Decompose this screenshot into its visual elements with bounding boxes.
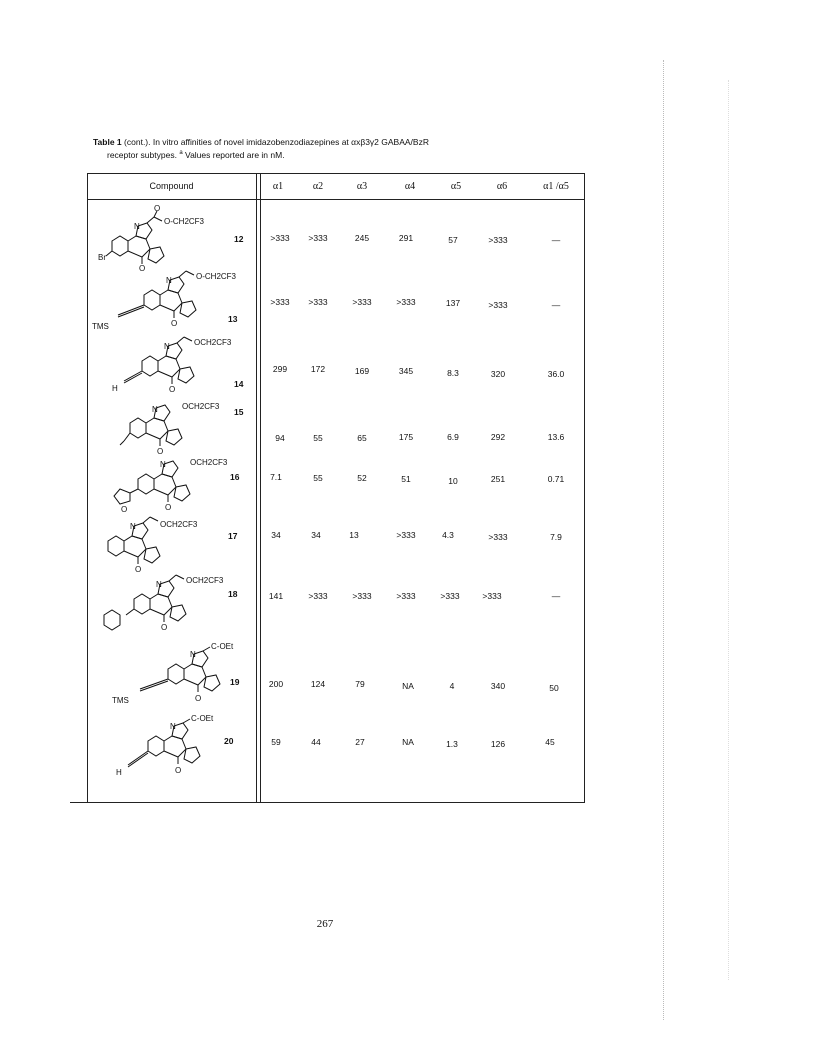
label-o: O <box>139 264 146 273</box>
label-ester: OCH2CF3 <box>194 338 232 347</box>
table-header-rule <box>87 199 584 200</box>
label-h: H <box>112 384 118 393</box>
value-alpha1: 141 <box>268 591 284 601</box>
compound-number: 14 <box>234 379 244 389</box>
label-n: N <box>170 722 176 731</box>
value-alpha1: >333 <box>270 297 290 307</box>
value-alpha4: >333 <box>396 530 416 540</box>
value-alpha6: 251 <box>490 474 506 484</box>
header-alpha2: α2 <box>312 181 324 192</box>
label-tms: TMS <box>112 696 129 705</box>
value-alpha6: >333 <box>488 300 508 310</box>
table-row <box>70 517 584 573</box>
label-ester: OCH2CF3 <box>186 576 224 585</box>
value-alpha3: 13 <box>349 530 359 540</box>
affinity-table <box>70 173 585 803</box>
value-alpha2: 55 <box>313 473 323 483</box>
header-alpha6: α6 <box>496 181 508 192</box>
value-alpha5: 1.3 <box>446 739 458 749</box>
label-o: O <box>161 623 168 632</box>
value-alpha1: 59 <box>271 737 281 747</box>
value-alpha6: >333 <box>488 235 508 245</box>
value-alpha2: >333 <box>308 233 328 243</box>
value-alpha6: >333 <box>488 532 508 542</box>
label-n: N <box>164 342 170 351</box>
value-alpha4: NA <box>402 737 414 747</box>
value-alpha4: 291 <box>398 233 414 243</box>
structure-17 <box>90 517 260 578</box>
value-alpha5: 8.3 <box>447 368 459 378</box>
value-alpha5: 57 <box>448 235 458 245</box>
table-row <box>70 575 584 641</box>
label-ester: OCH2CF3 <box>160 520 198 529</box>
caption-note-marker: a <box>179 150 183 156</box>
value-alpha5: 10 <box>448 476 458 486</box>
label-n: N <box>134 222 140 231</box>
label-br: Br <box>98 253 106 262</box>
table-row <box>70 204 584 273</box>
value-ratio: — <box>551 300 561 310</box>
value-alpha1: 94 <box>275 433 285 443</box>
value-ratio: 0.71 <box>547 474 565 484</box>
value-alpha6: 320 <box>490 369 506 379</box>
page-number: 267 <box>316 918 334 930</box>
compound-number: 19 <box>230 677 240 687</box>
value-alpha1: 299 <box>272 364 288 374</box>
value-alpha4: >333 <box>396 297 416 307</box>
value-alpha2: >333 <box>308 297 328 307</box>
label-tms: TMS <box>92 322 109 331</box>
value-alpha3: >333 <box>352 297 372 307</box>
label-n: N <box>130 522 136 531</box>
structure-14 <box>90 337 260 406</box>
table-bottom-rule <box>70 802 584 803</box>
header-ratio: α1 /α5 <box>543 181 569 192</box>
value-ratio: 36.0 <box>547 369 565 379</box>
label-n: N <box>190 650 196 659</box>
label-o: O <box>135 565 142 574</box>
value-alpha1: >333 <box>270 233 290 243</box>
label-o: O <box>195 694 202 703</box>
value-alpha5: 137 <box>445 298 461 308</box>
label-o: O <box>154 204 161 213</box>
header-alpha4: α4 <box>404 181 416 192</box>
value-alpha1: 200 <box>268 679 284 689</box>
label-ester: C-OEt <box>211 642 234 651</box>
value-alpha6: 292 <box>490 432 506 442</box>
value-alpha6: >333 <box>482 591 502 601</box>
label-ester: OCH2CF3 <box>190 458 228 467</box>
value-alpha2: >333 <box>308 591 328 601</box>
scan-edge-line <box>728 80 729 980</box>
structure-18 <box>90 575 260 646</box>
value-alpha6: 126 <box>490 739 506 749</box>
header-compound: Compound <box>149 181 194 191</box>
compound-number: 18 <box>228 589 238 599</box>
value-ratio: 7.9 <box>550 532 562 542</box>
value-alpha4: >333 <box>396 591 416 601</box>
value-alpha4: NA <box>402 681 414 691</box>
label-ester: O-CH2CF3 <box>196 272 237 281</box>
value-alpha4: 175 <box>398 432 414 442</box>
header-alpha5: α5 <box>450 181 462 192</box>
label-n: N <box>166 276 172 285</box>
label-o: O <box>121 505 128 514</box>
value-alpha5: 4.3 <box>442 530 454 540</box>
value-alpha6: 340 <box>490 681 506 691</box>
value-alpha3: 52 <box>357 473 367 483</box>
label-o: O <box>175 766 182 775</box>
table-row <box>70 403 584 455</box>
table-top-rule <box>87 173 584 174</box>
structure-13 <box>90 271 260 340</box>
value-alpha2: 44 <box>311 737 321 747</box>
label-n: N <box>156 580 162 589</box>
value-alpha3: 65 <box>357 433 367 443</box>
table-caption <box>93 137 553 161</box>
label-o: O <box>171 319 178 328</box>
value-alpha4: 345 <box>398 366 414 376</box>
header-alpha3: α3 <box>356 181 368 192</box>
label-ester: O-CH2CF3 <box>164 217 205 226</box>
compound-number: 15 <box>234 407 244 417</box>
compound-number: 20 <box>224 736 234 746</box>
compound-number: 17 <box>228 531 238 541</box>
caption-line1: (cont.). In vitro affinities of novel imidazobenzodiazepines at αxβ3γ2 GABAA/BzR <box>124 137 429 147</box>
value-alpha2: 172 <box>310 364 326 374</box>
value-alpha2: 55 <box>313 433 323 443</box>
header-alpha1: α1 <box>272 181 284 192</box>
label-ester: C-OEt <box>191 714 214 723</box>
label-h: H <box>116 768 122 777</box>
compound-number: 12 <box>234 234 244 244</box>
scan-edge-line <box>663 60 664 1020</box>
table-row <box>70 457 584 515</box>
caption-label: Table 1 <box>93 137 122 147</box>
value-alpha3: 79 <box>355 679 365 689</box>
value-ratio: 45 <box>545 737 555 747</box>
caption-line2: receptor subtypes. <box>107 149 177 160</box>
value-ratio: — <box>551 591 561 601</box>
label-o: O <box>169 385 176 394</box>
value-alpha3: 27 <box>355 737 365 747</box>
compound-number: 16 <box>230 472 240 482</box>
label-n: N <box>152 405 158 414</box>
table-row <box>70 713 584 787</box>
value-alpha1: 34 <box>271 530 281 540</box>
value-alpha4: 51 <box>401 474 411 484</box>
value-alpha5: >333 <box>440 591 460 601</box>
value-alpha1: 7.1 <box>270 472 282 482</box>
value-ratio: — <box>551 235 561 245</box>
table-row <box>70 271 584 335</box>
label-o: O <box>157 447 164 456</box>
value-alpha5: 4 <box>449 681 455 691</box>
label-ester: OCH2CF3 <box>182 402 220 411</box>
value-alpha3: 245 <box>354 233 370 243</box>
table-row <box>70 643 584 711</box>
table-row <box>70 337 584 401</box>
structure-20 <box>90 713 260 792</box>
value-alpha3: 169 <box>354 366 370 376</box>
value-alpha2: 124 <box>310 679 326 689</box>
compound-number: 13 <box>228 314 238 324</box>
caption-note: Values reported are in nM. <box>185 149 285 160</box>
value-ratio: 13.6 <box>547 432 565 442</box>
structure-16 <box>90 457 260 520</box>
value-alpha5: 6.9 <box>447 432 459 442</box>
value-alpha3: >333 <box>352 591 372 601</box>
label-o: O <box>165 503 172 512</box>
value-ratio: 50 <box>549 683 559 693</box>
label-n: N <box>160 460 166 469</box>
value-alpha2: 34 <box>311 530 321 540</box>
